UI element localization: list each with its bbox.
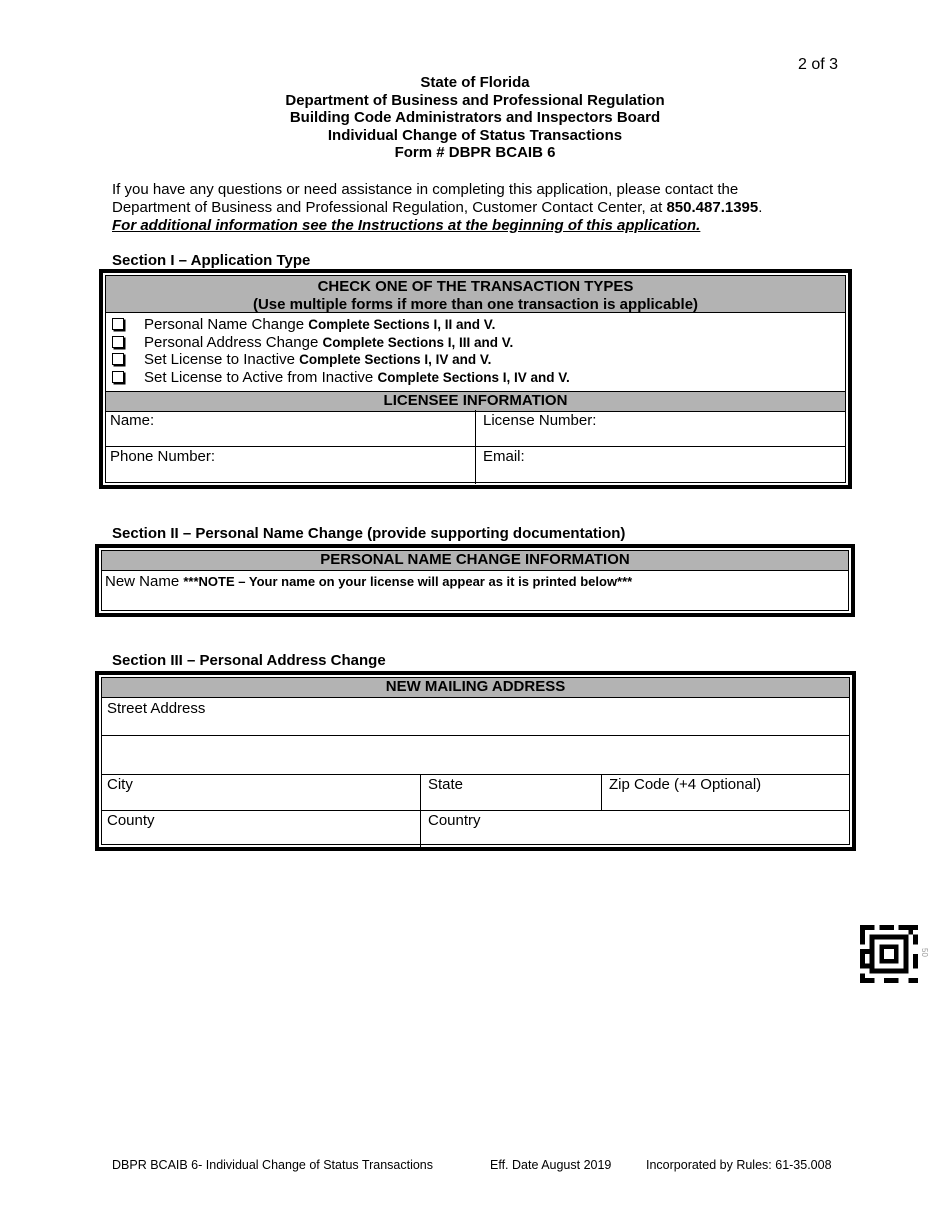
divider: [601, 774, 602, 810]
option-label: Set License to Active from Inactive: [144, 368, 378, 386]
footer-rules: Incorporated by Rules: 61-35.008: [646, 1158, 832, 1172]
option-name-change[interactable]: [106, 316, 495, 334]
header-state: State of Florida: [420, 74, 530, 91]
phone-number-field[interactable]: Phone Number:: [110, 448, 216, 465]
barcode-icon: [860, 925, 918, 983]
intro-period: .: [758, 199, 763, 216]
name-field[interactable]: Name:: [110, 412, 155, 429]
page-number: 2 of 3: [797, 56, 838, 73]
country-field[interactable]: Country: [428, 812, 481, 829]
section2-heading: Section II – Personal Name Change (provide supporting documentation): [112, 525, 626, 542]
header-board: Building Code Administrators and Inspectors Board: [289, 109, 661, 127]
section3-heading: Section III – Personal Address Change: [112, 652, 386, 669]
new-name-label: New Name: [105, 573, 184, 590]
header-form-title: Individual Change of Status Transactions: [327, 126, 623, 144]
divider: [420, 774, 421, 848]
option-requirement: Complete Sections I, II and V.: [308, 317, 496, 332]
option-requirement: Complete Sections I, IV and V.: [377, 369, 570, 385]
section3-table: [95, 671, 856, 851]
option-set-active[interactable]: [106, 369, 570, 387]
option-requirement: Complete Sections I, III and V.: [322, 334, 514, 350]
option-set-inactive[interactable]: [106, 351, 491, 369]
divider: [102, 774, 849, 775]
transaction-types-subtitle: (Use multiple forms if more than one transaction is applicable): [252, 295, 699, 313]
barcode-digits: 50: [919, 948, 929, 957]
option-address-change[interactable]: [106, 334, 513, 352]
divider: [102, 735, 849, 736]
transaction-types-title: CHECK ONE OF THE TRANSACTION TYPES: [317, 278, 634, 295]
state-field[interactable]: State: [428, 776, 464, 793]
option-label: Set License to Inactive: [144, 351, 300, 368]
intro-text: If you have any questions or need assistance in completing this application, please contact the Department of Business and Professional Regulation, Customer Contact Center, at: [112, 181, 739, 216]
divider: [475, 410, 476, 484]
option-requirement: Complete Sections I, IV and V.: [299, 352, 492, 367]
city-field[interactable]: City: [107, 776, 133, 793]
license-number-field[interactable]: License Number:: [483, 412, 597, 429]
option-label: Personal Name Change: [144, 316, 309, 333]
footer-form-title: DBPR BCAIB 6- Individual Change of Status Transactions: [112, 1158, 433, 1172]
licensee-info-bar: LICENSEE INFORMATION: [106, 391, 845, 412]
mailing-address-bar: NEW MAILING ADDRESS: [102, 678, 849, 698]
email-field[interactable]: Email:: [483, 448, 525, 465]
instructions-note: For additional information see the Instructions at the beginning of this application.: [112, 217, 701, 234]
name-change-info-bar: PERSONAL NAME CHANGE INFORMATION: [102, 551, 848, 571]
set-active-checkbox[interactable]: [112, 371, 124, 383]
divider: [102, 810, 849, 811]
street-address-field[interactable]: Street Address: [107, 700, 206, 717]
zip-code-field[interactable]: Zip Code (+4 Optional): [609, 776, 762, 793]
section1-table: [99, 269, 852, 489]
footer-eff-date: Eff. Date August 2019: [490, 1158, 612, 1172]
transaction-types-bar: [106, 276, 845, 313]
header-form-number: Form # DBPR BCAIB 6: [394, 144, 556, 162]
address-change-checkbox[interactable]: [112, 336, 124, 348]
contact-phone: 850.487.1395: [666, 199, 759, 216]
set-inactive-checkbox[interactable]: [112, 353, 124, 365]
county-field[interactable]: County: [107, 812, 155, 829]
form-header: [0, 74, 950, 162]
divider: [106, 446, 845, 447]
option-label: Personal Address Change: [144, 333, 323, 351]
intro-paragraph: [112, 181, 812, 235]
new-name-note: ***NOTE – Your name on your license will appear as it is printed below***: [183, 574, 633, 589]
section1-heading: Section I – Application Type: [112, 252, 311, 269]
name-change-checkbox[interactable]: [112, 318, 124, 330]
section2-table: [95, 544, 855, 617]
new-name-field[interactable]: [105, 573, 632, 590]
header-department: Department of Business and Professional Regulation: [285, 91, 665, 109]
